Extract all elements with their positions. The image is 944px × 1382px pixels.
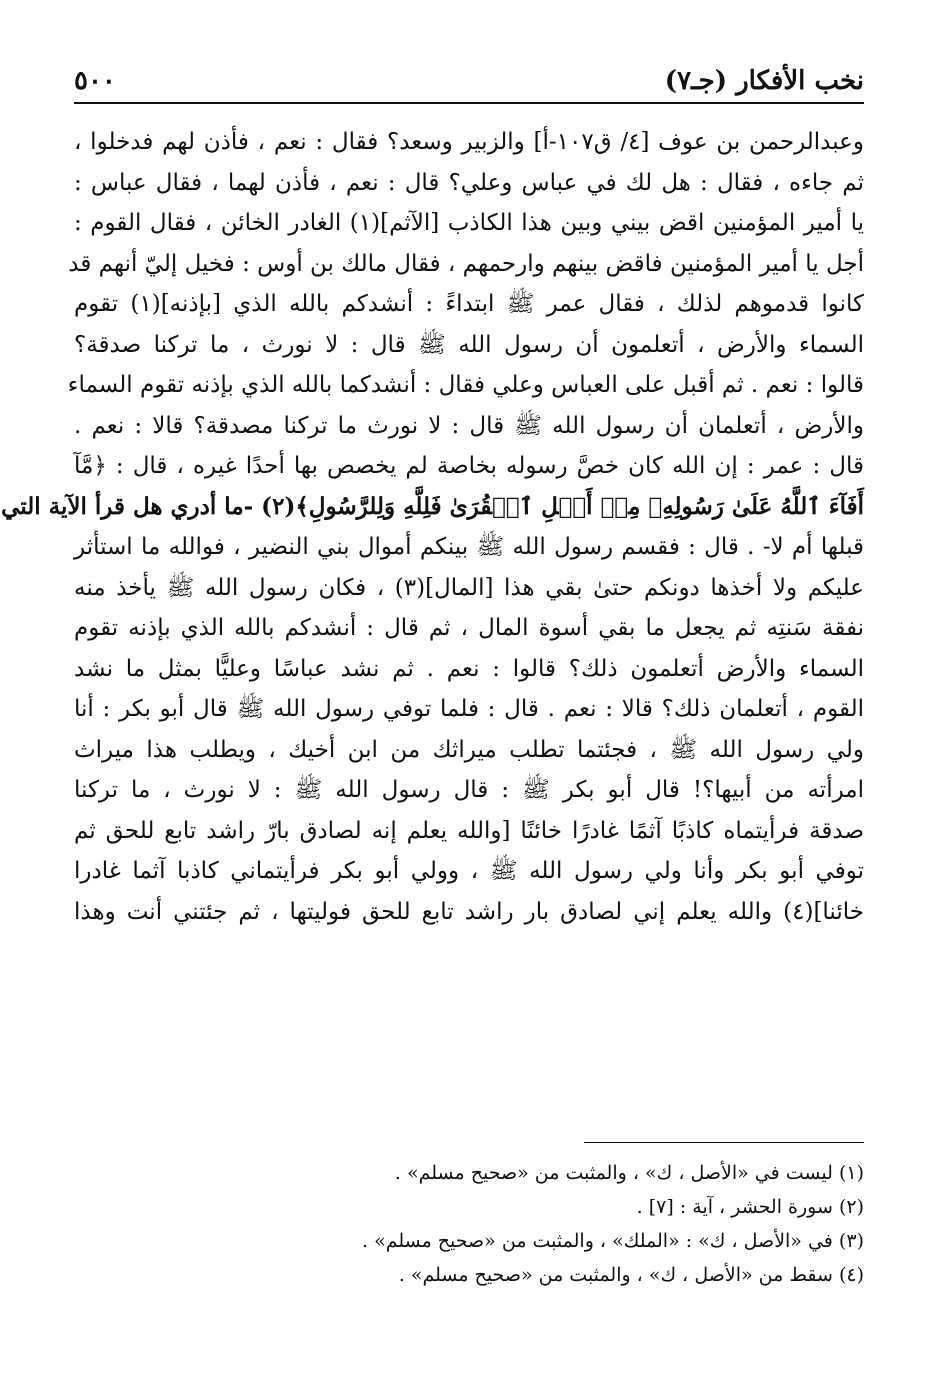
footnote-1: (١) ليست في «الأصل ، ك» ، والمثبت من «صحيح مسلم» . (394, 1162, 864, 1184)
text-line: صدقة فرأيتماه كاذبًا آثمًا غادرًا خائنًا [والله يعلم إنه لصادق بارّ راشد تابع للحق ثم (74, 817, 864, 844)
footnotes (74, 1156, 864, 1292)
text-line: ثم جاءه ، فقال : هل لك في عباس وعلي؟ قال : نعم ، فأذن لهما ، فقال عباس : (74, 169, 864, 196)
text-line: خائنا](٤) والله يعلم إني لصادق بار راشد تابع للحق فوليتها ، ثم جئتني أنت وهذا (74, 898, 864, 925)
text-line: عليكم ولا أخذها دونكم حتىٰ بقي هذا [المال](٣) ، فكان رسول الله ﷺ يأخذ منه (74, 574, 864, 601)
footnote-4: (٤) سقط من «الأصل ، ك» ، والمثبت من «صحيح مسلم» . (398, 1264, 864, 1286)
footnote-divider (584, 1142, 864, 1143)
text-line: السماء والأرض ، أتعلمون أن رسول الله ﷺ قال : لا نورث ، ما تركنا صدقة؟ (74, 331, 864, 358)
text-line: امرأته من أبيها؟! قال أبو بكر ﷺ : قال رسول الله ﷺ : لا نورث ، ما تركنا (74, 777, 864, 803)
page-number: ٥٠٠ (74, 66, 116, 96)
main-text (1, 122, 865, 932)
text-line: توفي أبو بكر وأنا ولي رسول الله ﷺ ، وولي أبو بكر فرأيتماني كاذبا آثما غادرا (74, 858, 864, 884)
footnote-2: (٢) سورة الحشر ، آية : [٧] . (636, 1196, 864, 1218)
text-line: قالوا : نعم . ثم أقبل على العباس وعلي فقال : أنشدكما بالله الذي بإذنه تقوم السماء (67, 372, 864, 398)
quran-verse-line: أَفَآءَ ٱللَّهُ عَلَىٰ رَسُولِهِۦ مِنۡ أَهۡلِ ٱلۡقُرَىٰ فَلِلَّهِ وَلِلرَّسُولِ﴾(٢) -ما أدري هل قرأ الآية التي (1, 492, 864, 520)
text-line: قال : عمر : إن الله كان خصَّ رسوله بخاصة لم يخصص بها أحدًا غيره ، قال : ﴿مَّآ (74, 453, 864, 479)
text-line: نفقة سَنتِه ثم يجعل ما بقي أسوة المال ، ثم قال : أنشدكم بالله الذي بإذنه تقوم (74, 615, 864, 641)
footnote-3: (٣) في «الأصل ، ك» : «الملك» ، والمثبت من «صحيح مسلم» . (361, 1230, 864, 1252)
text-line: يا أمير المؤمنين اقض بيني وبين هذا الكاذب [الآثم](١) الغادر الخائن ، فقال القوم : (74, 210, 864, 236)
text-line: القوم ، أتعلمان ذلك؟ قالا : نعم . قال : فلما توفي رسول الله ﷺ قال أبو بكر : أنا (74, 696, 864, 722)
text-line: والأرض ، أتعلمان أن رسول الله ﷺ قال : لا نورث ما تركنا مصدقة؟ قالا : نعم . (74, 412, 864, 439)
book-title: نخب الأفكار (جـ٧) (664, 66, 864, 96)
text-line: وعبدالرحمن بن عوف [٤/ ق١٠٧-أ] والزبير وسعد؟ فقال : نعم ، فأذن لهم فدخلوا ، (74, 129, 865, 155)
text-line: أجل يا أمير المؤمنين فاقض بينهم وارحمهم ، فقال مالك بن أوس : فخيل إليّ أنهم قد (68, 250, 864, 277)
text-line: كانوا قدموهم لذلك ، فقال عمر ﷺ ابتداءً : أنشدكم بالله الذي [بإذنه](١) تقوم (74, 291, 864, 317)
text-line: السماء والأرض أتعلمون ذلك؟ قالوا : نعم . ثم نشد عباسًا وعليًّا بمثل ما نشد (74, 655, 864, 682)
text-line: قبلها أم لا- . قال : فقسم رسول الله ﷺ بينكم أموال بني النضير ، فوالله ما استأثر (74, 534, 864, 560)
text-line: ولي رسول الله ﷺ ، فجئتما تطلب ميراثك من ابن أخيك ، ويطلب هذا ميراث (74, 736, 864, 763)
running-header (74, 62, 864, 104)
book-page (1, 62, 865, 1342)
